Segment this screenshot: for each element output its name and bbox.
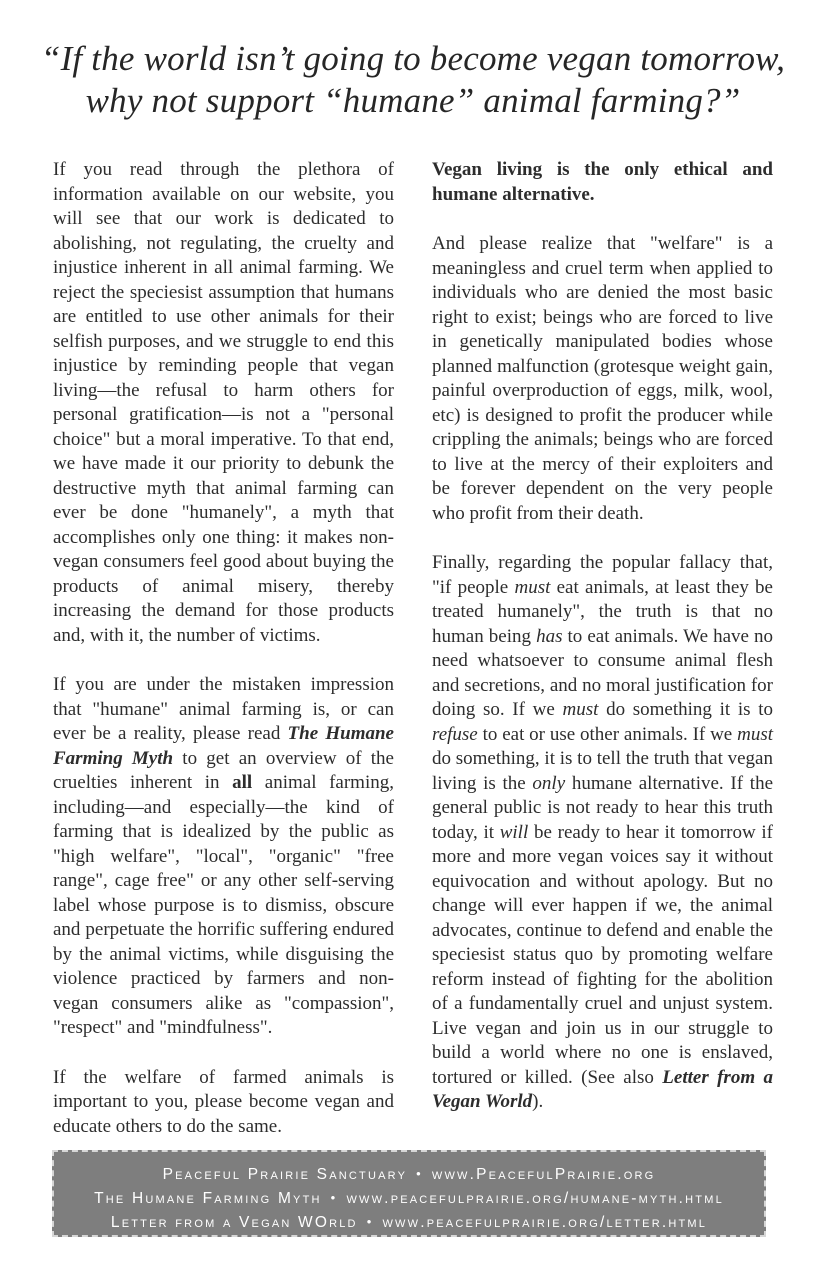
- page-title: [0, 38, 826, 122]
- title-line-2: why not support “humane” animal farming?”: [85, 81, 741, 120]
- title-line-1: “If the world isn’t going to become vegan tomorrow,: [40, 39, 786, 78]
- paragraph-fallacy: [432, 551, 773, 1115]
- bullet-separator: •: [366, 1214, 374, 1229]
- text-segment: ).: [532, 1091, 544, 1112]
- text-segment: And please realize that "welfare" is a meaningless and cruel term when applied to individuals who are denied the most basic right to exist; beings who are forced to live in genetically manipulated bodies whose planned malfunction (grotesque weight gain, painful overproduction of eggs, milk, wool, etc) is designed to profit the producer while crippling the animals; beings who are forced to live at the mercy of their exploiters and be forever dependent on the very people who profit from their death.: [432, 233, 773, 524]
- text-segment: eat animals, at least they be treated humanely", the truth is that no human being: [432, 576, 773, 647]
- paragraph-welfare-call: [53, 1066, 394, 1140]
- emphasis-must: must: [737, 723, 773, 745]
- paragraph-humane-myth: [53, 673, 394, 1041]
- footer-url: www.PeacefulPrairie.org: [431, 1166, 656, 1183]
- emphasis-only: only: [532, 772, 566, 794]
- bullet-separator: •: [416, 1166, 423, 1181]
- emphasis-must: must: [514, 576, 551, 598]
- emphasis-must: must: [562, 699, 599, 720]
- footer-url: www.peacefulprairie.org/letter.html: [382, 1214, 708, 1231]
- footer-url: www.peacefulprairie.org/humane-myth.html: [346, 1190, 724, 1207]
- text-segment: humane alternative. If the general public is not ready to hear this truth today, it: [432, 772, 773, 843]
- text-segment: do something it is to: [598, 699, 773, 720]
- text-segment: If you read through the plethora of information available on our website, you will see that our work is dedicated to abolishing, not regulating, the cruelty and injustice inherent in all animal farming. We reject the speciesist assumption that humans are entitled to use other animals for their selfish purposes, and we struggle to end this injustice by reminding people that vegan living—the refusal to harm others for personal gratification—is not a "personal choice" but a moral imperative. To that end, we have made it our priority to debunk the destructive myth that animal farming can ever be done "humanely", a myth that accomplishes only one thing: it makes non-vegan consumers feel good about buying the products of animal misery, thereby increasing the demand for those products and, with it, the number of victims.: [53, 159, 394, 646]
- footer-banner: [52, 1150, 766, 1237]
- text-segment: If you are under the mistaken impression that "humane" animal farming is, or can ever be a reality, please read: [53, 674, 394, 744]
- book-title-letter-vegan-world: Letter from a Vegan World: [432, 1066, 773, 1112]
- footer-label: The Humane Farming Myth: [94, 1190, 322, 1207]
- text-segment: to eat or use other animals. If we: [477, 723, 738, 745]
- text-segment: animal farming, including—and especially—the kind of farming that is idealized by the public as "high welfare", "local", "organic" "free range", cage free" or any other self-serving label whose purpose is to dismiss, obscure and perpetuate the horrific suffering endured by the animal victims, while disguising the violence practiced by farmers and non-vegan consumers alike as "compassion", "respect" and "mindfulness".: [53, 772, 394, 1038]
- text-segment: If the welfare of farmed animals is important to you, please become vegan and educate others to do the same.: [53, 1066, 394, 1137]
- footer-label: Peaceful Prairie Sanctuary: [162, 1166, 408, 1183]
- book-title-humane-farming-myth: The Humane Farming Myth: [53, 723, 394, 769]
- footer-line-humane-myth: [54, 1186, 764, 1210]
- text-segment: do something, it is to tell the truth that vegan living is the: [432, 748, 773, 794]
- emphasis-all: all: [232, 772, 253, 793]
- text-segment: be ready to hear it tomorrow if more and more vegan voices say it without equivocation and without apology. But no change will ever happen if we, the animal advocates, continue to defend and enable the speciesist status quo by promoting welfare reform instead of fighting for the abolition of a fundamentally cruel and unjust system. Live vegan and join us in our struggle to build a world where no one is enslaved, tortured or killed. (See also: [432, 821, 773, 1088]
- footer-line-sanctuary: [54, 1162, 764, 1186]
- emphasis-refuse: refuse: [432, 723, 478, 745]
- bullet-separator: •: [330, 1190, 338, 1205]
- paragraph-intro: [53, 158, 394, 648]
- footer-label: Letter from a Vegan WOrld: [110, 1214, 358, 1231]
- paragraph-welfare-term: [432, 232, 773, 526]
- text-segment: Finally, regarding the popular fallacy that, "if people: [432, 552, 773, 598]
- body-columns: [53, 158, 773, 1139]
- right-column: [432, 158, 773, 1139]
- emphasis-has: has: [536, 625, 563, 647]
- left-column: [53, 158, 394, 1139]
- text-segment: to get an overview of the cruelties inherent in: [53, 747, 394, 793]
- section-heading: Vegan living is the only ethical and humane alternative.: [432, 159, 773, 205]
- text-segment: to eat animals. We have no need whatsoever to consume animal flesh and secretions, and no moral justification for doing so. If we: [432, 625, 773, 720]
- emphasis-will: will: [499, 821, 529, 843]
- footer-line-vegan-world: [54, 1210, 764, 1234]
